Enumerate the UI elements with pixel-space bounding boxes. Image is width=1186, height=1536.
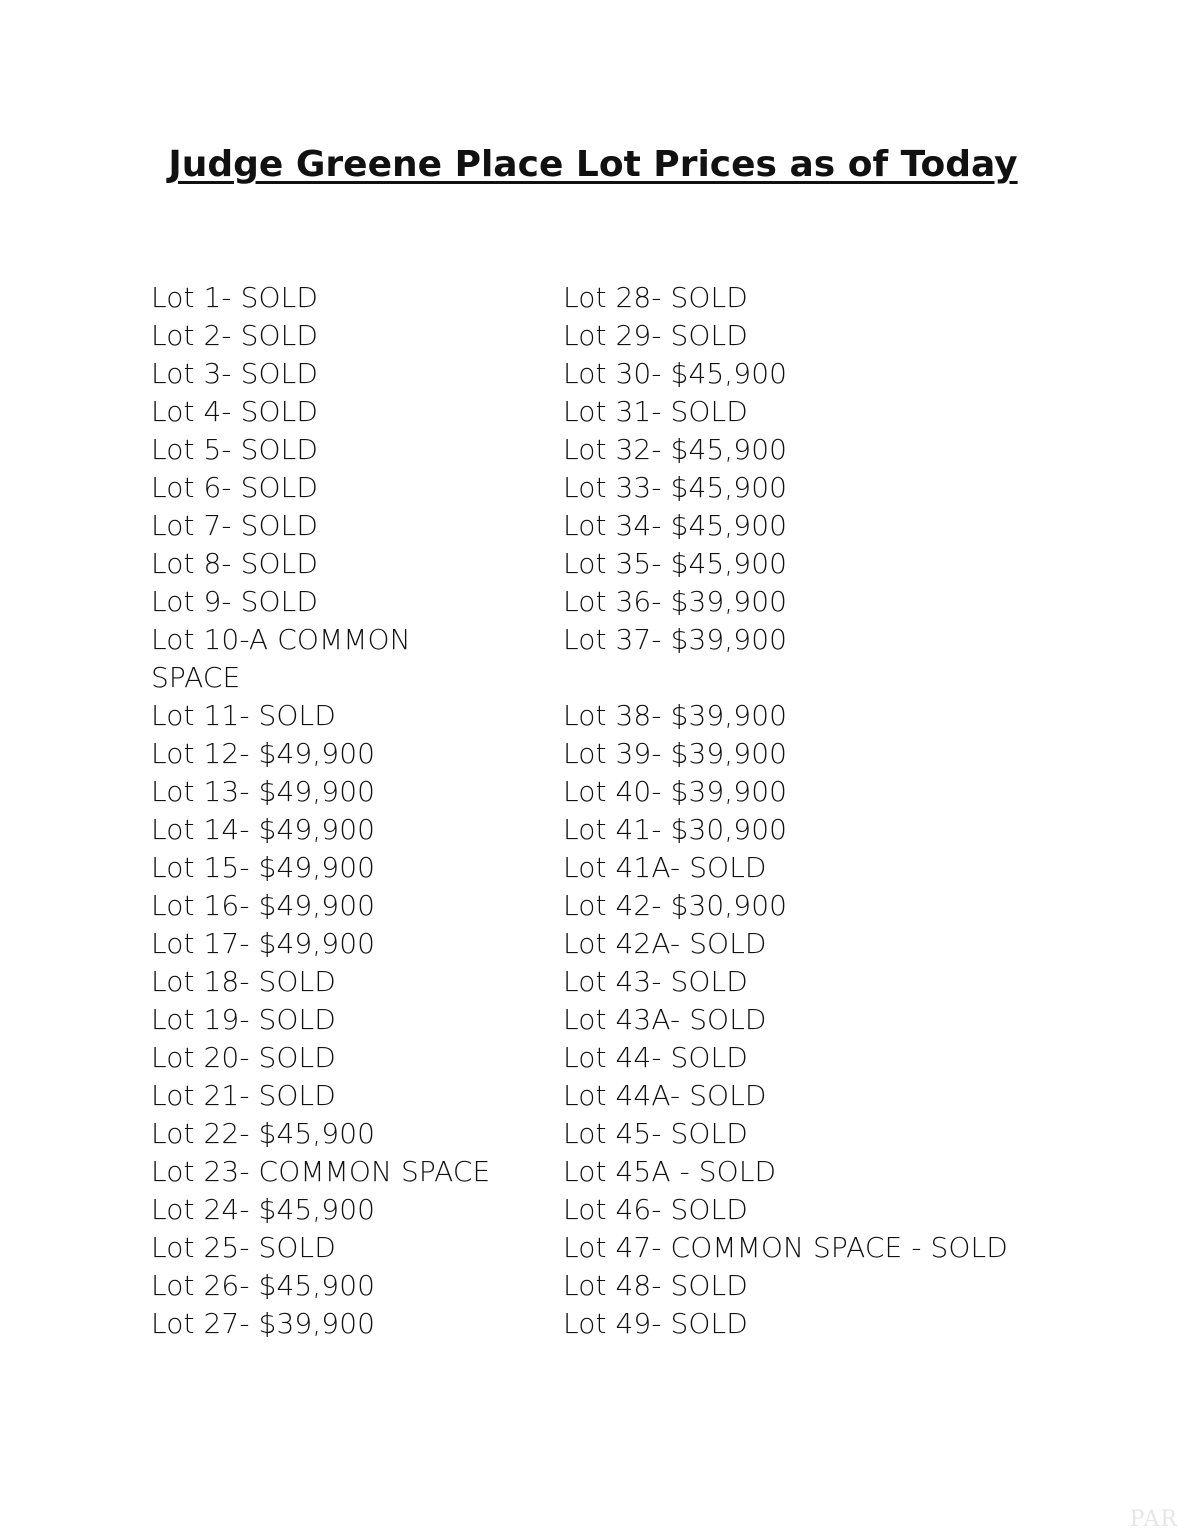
page-title: Judge Greene Place Lot Prices as of Today	[168, 144, 1018, 185]
lot-item: Lot 20- SOLD	[151, 1041, 336, 1074]
blank-line	[563, 659, 1163, 697]
lot-item: Lot 27- $39,900	[151, 1307, 376, 1340]
lot-item: Lot 48- SOLD	[563, 1269, 748, 1302]
watermark: PAR	[1129, 1507, 1178, 1532]
lot-item: Lot 37- $39,900	[563, 623, 788, 656]
lot-item: Lot 12- $49,900	[151, 737, 376, 770]
lot-item: Lot 6- SOLD	[151, 471, 319, 504]
lot-item: Lot 44- SOLD	[563, 1041, 748, 1074]
lot-item: Lot 32- $45,900	[563, 433, 788, 466]
lot-item: Lot 22- $45,900	[151, 1117, 376, 1150]
lot-item: Lot 42A- SOLD	[563, 927, 767, 960]
lot-item: Lot 38- $39,900	[563, 699, 788, 732]
lot-item: Lot 15- $49,900	[151, 851, 376, 884]
lot-item: Lot 42- $30,900	[563, 889, 788, 922]
lot-item: Lot 28- SOLD	[563, 281, 748, 314]
lot-item: Lot 43- SOLD	[563, 965, 748, 998]
lot-item: Lot 45A - SOLD	[563, 1155, 777, 1188]
lot-list-left	[151, 279, 531, 1343]
lot-item: Lot 26- $45,900	[151, 1269, 376, 1302]
lot-item: Lot 2- SOLD	[151, 319, 319, 352]
lot-item: Lot 39- $39,900	[563, 737, 788, 770]
lot-item: Lot 23- COMMON SPACE	[151, 1155, 491, 1188]
lot-item: Lot 36- $39,900	[563, 585, 788, 618]
lot-item: Lot 30- $45,900	[563, 357, 788, 390]
lot-item: Lot 8- SOLD	[151, 547, 319, 580]
lot-item: Lot 29- SOLD	[563, 319, 748, 352]
lot-item: Lot 46- SOLD	[563, 1193, 748, 1226]
lot-item: Lot 16- $49,900	[151, 889, 376, 922]
lot-item: Lot 35- $45,900	[563, 547, 788, 580]
lot-item: Lot 40- $39,900	[563, 775, 788, 808]
lot-item: Lot 31- SOLD	[563, 395, 748, 428]
lot-item: Lot 19- SOLD	[151, 1003, 336, 1036]
lot-item: Lot 25- SOLD	[151, 1231, 336, 1264]
lot-item: Lot 33- $45,900	[563, 471, 788, 504]
lot-item: Lot 13- $49,900	[151, 775, 376, 808]
lot-item: Lot 17- $49,900	[151, 927, 376, 960]
lot-item: Lot 9- SOLD	[151, 585, 319, 618]
lot-item: Lot 49- SOLD	[563, 1307, 748, 1340]
lot-item: Lot 41- $30,900	[563, 813, 788, 846]
lot-item: Lot 5- SOLD	[151, 433, 319, 466]
lot-item: Lot 4- SOLD	[151, 395, 319, 428]
lot-item: Lot 1- SOLD	[151, 281, 319, 314]
lot-list-right	[563, 279, 1163, 1343]
lot-item: Lot 41A- SOLD	[563, 851, 767, 884]
lot-item: Lot 45- SOLD	[563, 1117, 748, 1150]
lot-item: Lot 14- $49,900	[151, 813, 376, 846]
lot-item: Lot 7- SOLD	[151, 509, 319, 542]
lot-item: Lot 18- SOLD	[151, 965, 336, 998]
lot-item: Lot 10-A COMMON SPACE	[151, 623, 411, 694]
lot-item: Lot 43A- SOLD	[563, 1003, 767, 1036]
lot-item: Lot 21- SOLD	[151, 1079, 336, 1112]
lot-item: Lot 34- $45,900	[563, 509, 788, 542]
lot-item: Lot 47- COMMON SPACE - SOLD	[563, 1231, 1008, 1264]
lot-item: Lot 11- SOLD	[151, 699, 336, 732]
lot-item: Lot 3- SOLD	[151, 357, 319, 390]
lot-item: Lot 44A- SOLD	[563, 1079, 767, 1112]
lot-item: Lot 24- $45,900	[151, 1193, 376, 1226]
